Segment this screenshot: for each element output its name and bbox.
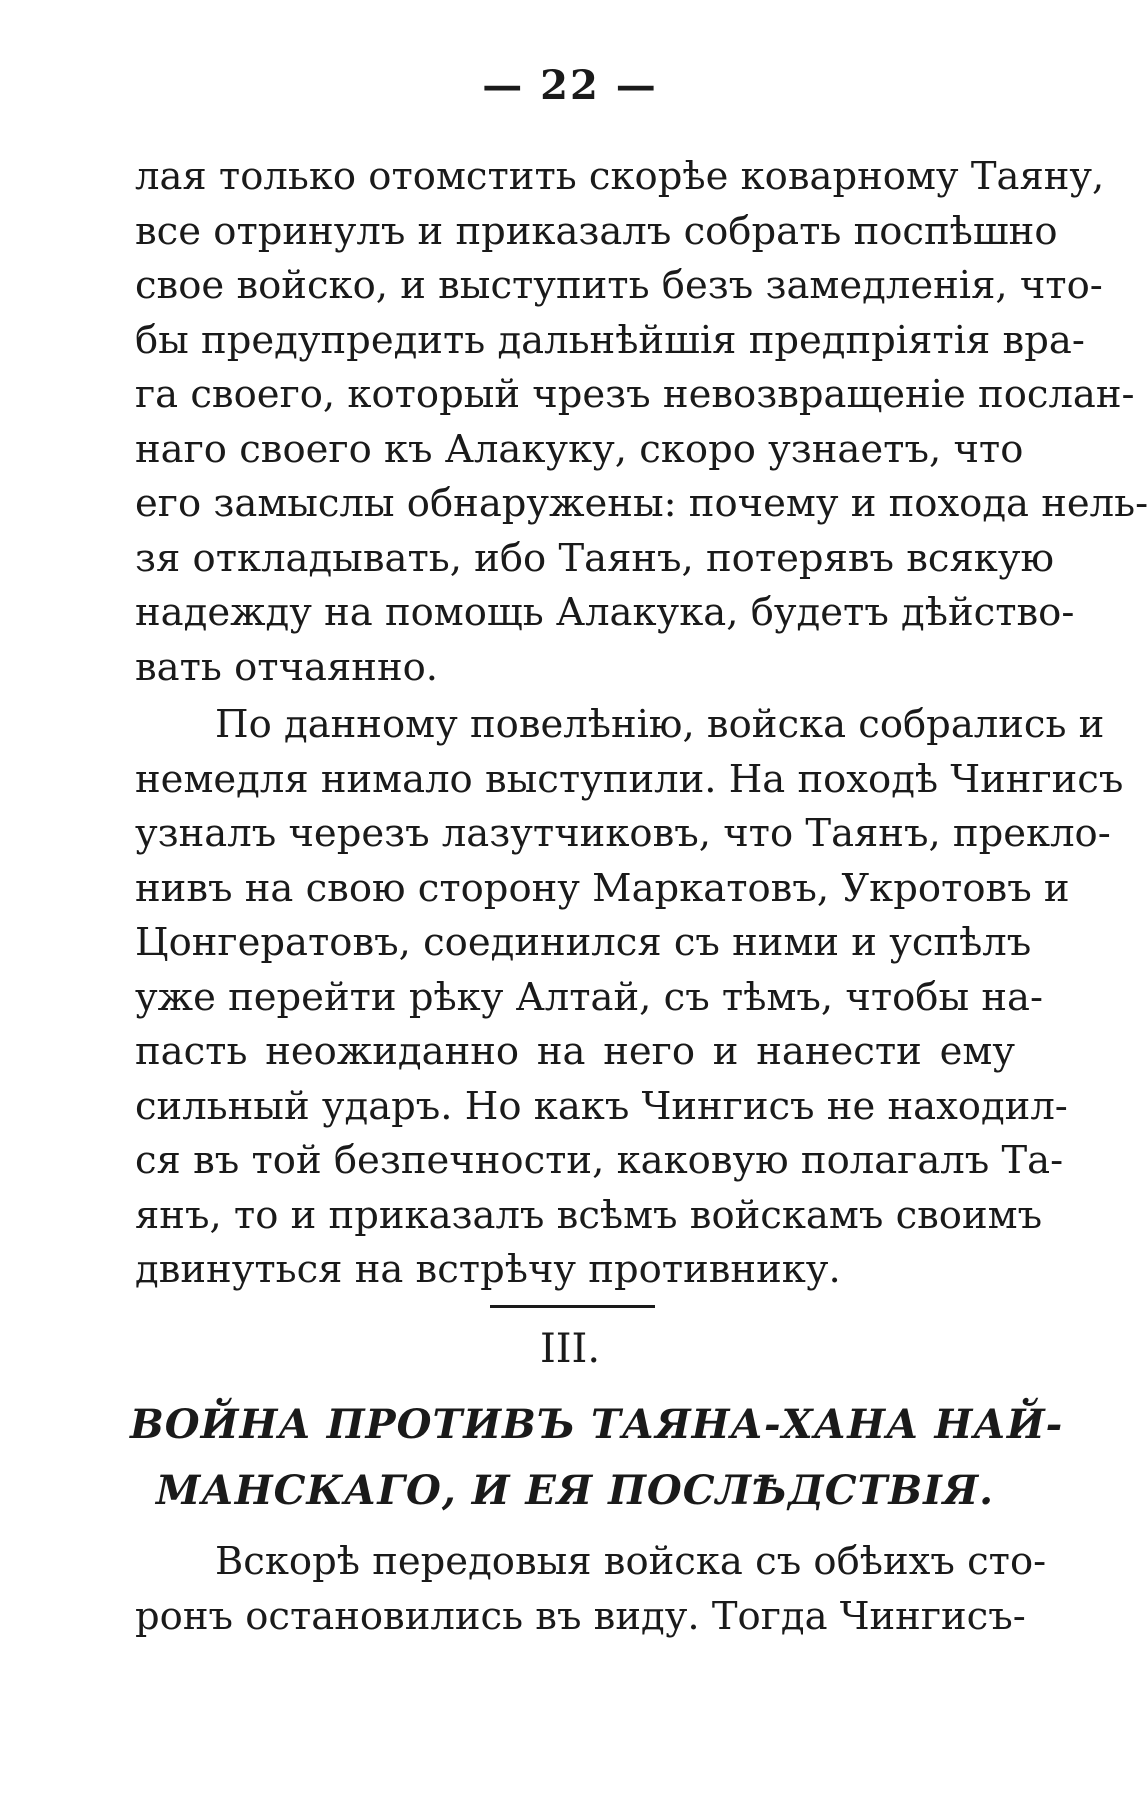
text-line: бы предупредить дальнѣйшія предпріятія вра- xyxy=(135,317,1085,363)
text-line: надежду на помощь Алакука, будетъ дѣйство- xyxy=(135,590,1075,635)
text-line: уже перейти рѣку Алтай, съ тѣмъ, чтобы на- xyxy=(135,974,1043,1020)
section-title xyxy=(130,1392,1064,1524)
text-line: все отринулъ и приказалъ собрать поспѣшно xyxy=(135,208,1058,254)
paragraph-3 xyxy=(135,1535,1047,1644)
text-line: наго своего къ Алакуку, скоро узнаетъ, что xyxy=(135,426,1024,472)
text-line: двинуться на встрѣчу противнику. xyxy=(135,1247,841,1292)
text-line: га своего, который чрезъ невозвращеніе послан- xyxy=(135,372,1135,417)
page-number: — 22 — xyxy=(482,62,658,109)
text-line: сильный ударъ. Но какъ Чингисъ не находил- xyxy=(135,1083,1068,1129)
text-line: Вскорѣ передовыя войска съ обѣихъ сто- xyxy=(215,1539,1047,1584)
text-line: ронъ остановились въ виду. Тогда Чингисъ- xyxy=(135,1593,1026,1639)
text-line: лая только отомстить скорѣе коварному Таяну, xyxy=(135,154,1105,199)
text-line: узналъ черезъ лазутчиковъ, что Таянъ, прекло- xyxy=(135,811,1111,856)
paragraph-2 xyxy=(135,698,1124,1298)
text-line: ся въ той безпечности, каковую полагалъ Та- xyxy=(135,1138,1064,1183)
text-line: нивъ на свою сторону Маркатовъ, Укротовъ и xyxy=(135,865,1070,911)
text-line: По данному повелѣнію, войска собрались и xyxy=(215,702,1105,747)
text-line: Цонгератовъ, соединился съ ними и успѣлъ xyxy=(135,920,1032,965)
text-line: его замыслы обнаружены: почему и похода нель- xyxy=(135,481,1148,526)
paragraph-1 xyxy=(135,150,1148,695)
section-divider xyxy=(490,1305,655,1308)
text-line: янъ, то и приказалъ всѣмъ войскамъ своимъ xyxy=(135,1192,1043,1238)
text-line: немедля нимало выступили. На походѣ Чингисъ xyxy=(135,756,1124,802)
text-line: зя откладывать, ибо Таянъ, потерявъ всякую xyxy=(135,535,1055,581)
section-title-line: МАНСКАГО, И ЕЯ ПОСЛѢДСТВІЯ. xyxy=(155,1467,995,1514)
text-line: пасть неожиданно на него и нанести ему xyxy=(135,1029,1015,1074)
section-title-line: ВОЙНА ПРОТИВЪ ТАЯНА-ХАНА НАЙ- xyxy=(130,1401,1064,1448)
text-line: вать отчаянно. xyxy=(135,644,439,690)
section-number: III. xyxy=(539,1326,601,1372)
text-line: свое войско, и выступить безъ замедленія, что- xyxy=(135,263,1103,308)
